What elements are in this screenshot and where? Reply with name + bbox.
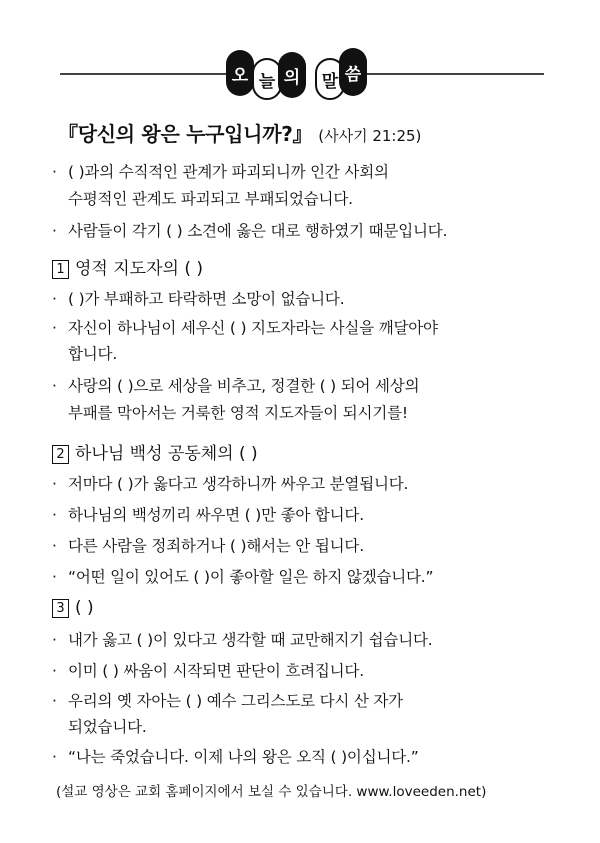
line-text: “어떤 일이 있어도 ( )이 좋아할 일은 하지 않겠습니다.” (68, 568, 434, 586)
section-2-line (52, 565, 433, 587)
section-number: 1 (52, 260, 69, 279)
bullet: · (52, 475, 57, 493)
bullet: · (52, 631, 57, 649)
line-text: 이미 ( ) 싸움이 시작되면 판단이 흐려집니다. (68, 662, 364, 680)
section-3-heading (52, 598, 94, 618)
bullet: · (52, 222, 57, 240)
section-heading-text: 영적 지도자의 ( ) (75, 259, 204, 279)
line-text: ( )가 부패하고 타락하면 소망이 없습니다. (68, 290, 345, 308)
bullet: · (52, 290, 57, 308)
bullet: · (52, 506, 57, 524)
line-text: “나는 죽었습니다. 이제 나의 왕은 오직 ( )이십니다.” (68, 748, 419, 766)
sermon-title (58, 118, 421, 147)
line-text: 저마다 ( )가 옳다고 생각하니까 싸우고 분열됩니다. (68, 475, 409, 493)
section-2-heading (52, 439, 258, 464)
line-text: 하나님의 백성끼리 싸우면 ( )만 좋아 합니다. (68, 506, 364, 524)
section-1-line (52, 374, 419, 396)
bullet: · (52, 163, 57, 181)
section-number: 3 (52, 599, 69, 618)
section-2-line (52, 503, 364, 525)
section-1-line (68, 401, 408, 423)
section-1-line (68, 342, 117, 364)
logo-char-2: 늘 (252, 58, 282, 100)
logo-char-5: 씀 (339, 48, 367, 96)
header-rule-left (60, 73, 232, 75)
bullet: · (52, 537, 57, 555)
bullet: · (52, 662, 57, 680)
section-2-line (52, 472, 408, 494)
line-text: 다른 사람을 정죄하거나 ( )해서는 안 됩니다. (68, 537, 364, 555)
section-3-line (52, 689, 403, 711)
section-3-line (52, 745, 419, 767)
scripture-reference: (사사기 21:25) (318, 127, 422, 145)
section-2-line (52, 534, 364, 556)
intro-line (52, 219, 447, 241)
line-text: 사랑의 ( )으로 세상을 비추고, 정결한 ( ) 되어 세상의 (68, 377, 420, 395)
section-3-line (52, 628, 432, 650)
logo-char-3: 의 (278, 52, 306, 98)
line-text: 자신이 하나님이 세우신 ( ) 지도자라는 사실을 깨달아야 (68, 319, 438, 337)
intro-line (68, 187, 353, 209)
section-3-line (68, 715, 147, 737)
footer-note: (설교 영상은 교회 홈페이지에서 보실 수 있습니다. www.loveeden.net) (56, 784, 487, 800)
section-1-heading (52, 254, 203, 279)
bullet: · (52, 568, 57, 586)
title-main: 『당신의 왕은 누구입니까?』 (58, 122, 313, 146)
line-text: 되었습니다. (68, 718, 147, 736)
section-heading-text: ( ) (75, 598, 94, 618)
line-text: 합니다. (68, 345, 118, 363)
intro-text: 수평적인 관계도 파괴되고 부패되었습니다. (68, 190, 353, 208)
section-1-line (52, 287, 344, 309)
section-heading-text: 하나님 백성 공동체의 ( ) (75, 444, 258, 464)
header-rule-right (364, 73, 544, 75)
bullet: · (52, 319, 57, 337)
logo-char-1: 오 (226, 50, 254, 96)
section-3-line (52, 659, 364, 681)
line-text: 우리의 옛 자아는 ( ) 예수 그리스도로 다시 산 자가 (68, 692, 403, 710)
line-text: 부패를 막아서는 거룩한 영적 지도자들이 되시기를! (68, 404, 408, 422)
logo-char-4: 말 (315, 58, 345, 100)
intro-text: ( )과의 수직적인 관계가 파괴되니까 인간 사회의 (68, 163, 389, 181)
bullet: · (52, 377, 57, 395)
bullet: · (52, 748, 57, 766)
intro-line (52, 160, 389, 182)
section-number: 2 (52, 445, 69, 464)
section-1-line (52, 316, 438, 338)
line-text: 내가 옳고 ( )이 있다고 생각할 때 교만해지기 쉽습니다. (68, 631, 433, 649)
bullet: · (52, 692, 57, 710)
intro-text: 사람들이 각기 ( ) 소견에 옳은 대로 행하였기 때문입니다. (68, 222, 448, 240)
